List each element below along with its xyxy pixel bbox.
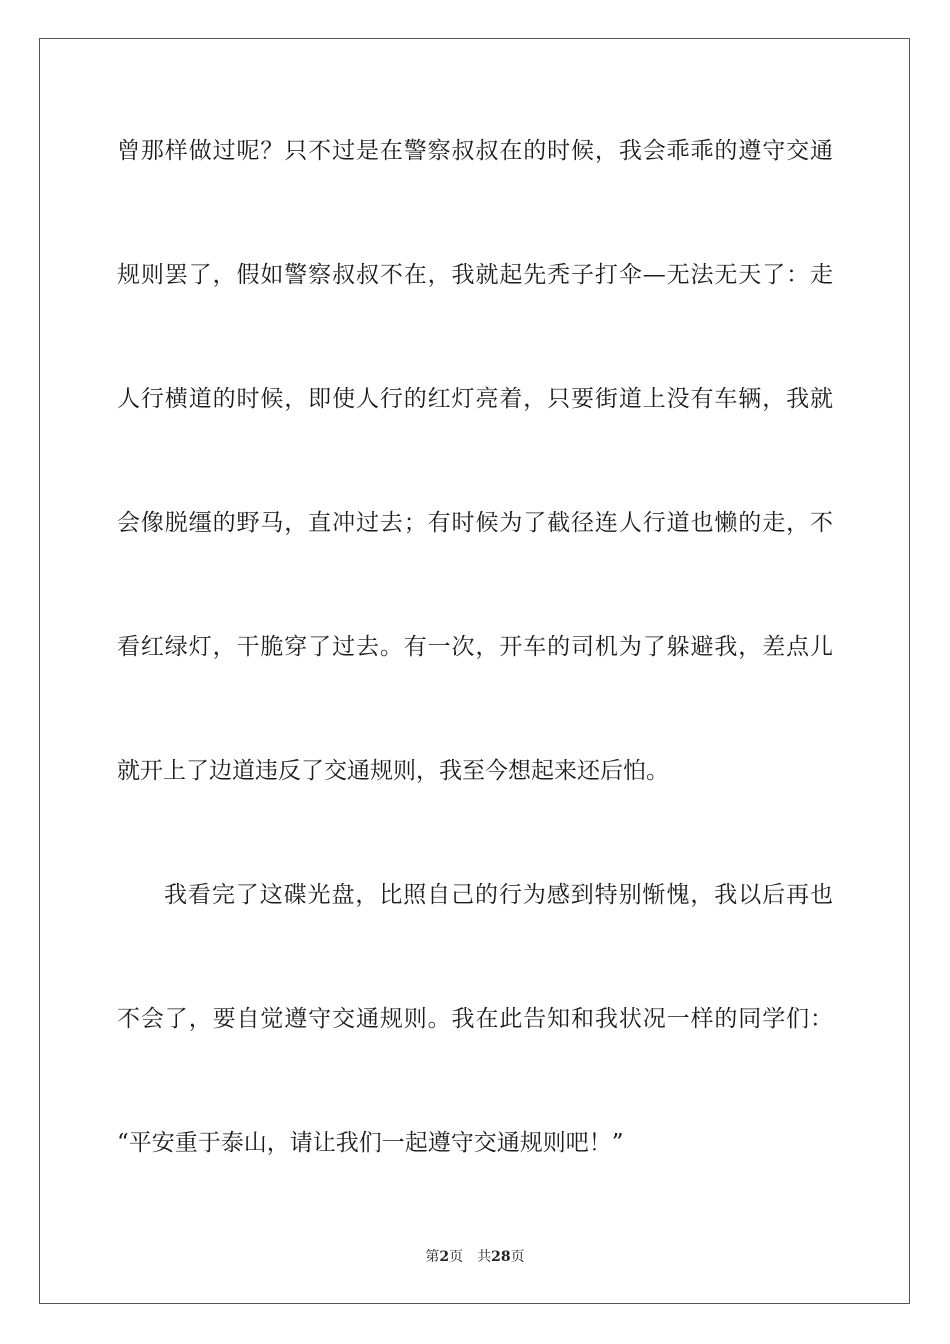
page-border <box>39 38 910 1304</box>
body-line-2: 规则罢了，假如警察叔叔不在，我就起先秃子打伞—无法无天了：走 <box>117 262 833 288</box>
footer-page-prefix: 第 <box>425 1249 440 1265</box>
footer-total-pages: 28 <box>491 1249 511 1265</box>
page-footer <box>0 1248 950 1266</box>
footer-total-prefix: 共 <box>477 1249 492 1265</box>
footer-total-suffix: 页 <box>510 1249 525 1265</box>
body-line-4: 会像脱缰的野马，直冲过去；有时候为了截径连人行道也懒的走，不 <box>117 510 833 536</box>
body-line-9: “平安重于泰山，请让我们一起遵守交通规则吧！” <box>117 1130 624 1156</box>
body-line-8: 不会了，要自觉遵守交通规则。我在此告知和我状况一样的同学们： <box>117 1006 833 1032</box>
footer-page-number: 2 <box>439 1249 450 1265</box>
body-line-6: 就开上了边道违反了交通规则，我至今想起来还后怕。 <box>117 758 669 784</box>
body-line-1: 曾那样做过呢？只不过是在警察叔叔在的时候，我会乖乖的遵守交通 <box>117 138 833 164</box>
body-line-7: 我看完了这碟光盘，比照自己的行为感到特别惭愧，我以后再也 <box>164 882 833 908</box>
body-line-5: 看红绿灯，干脆穿了过去。有一次，开车的司机为了躲避我，差点儿 <box>117 634 833 660</box>
footer-page-suffix: 页 <box>449 1249 464 1265</box>
body-line-3: 人行横道的时候，即使人行的红灯亮着，只要街道上没有车辆，我就 <box>117 386 833 412</box>
